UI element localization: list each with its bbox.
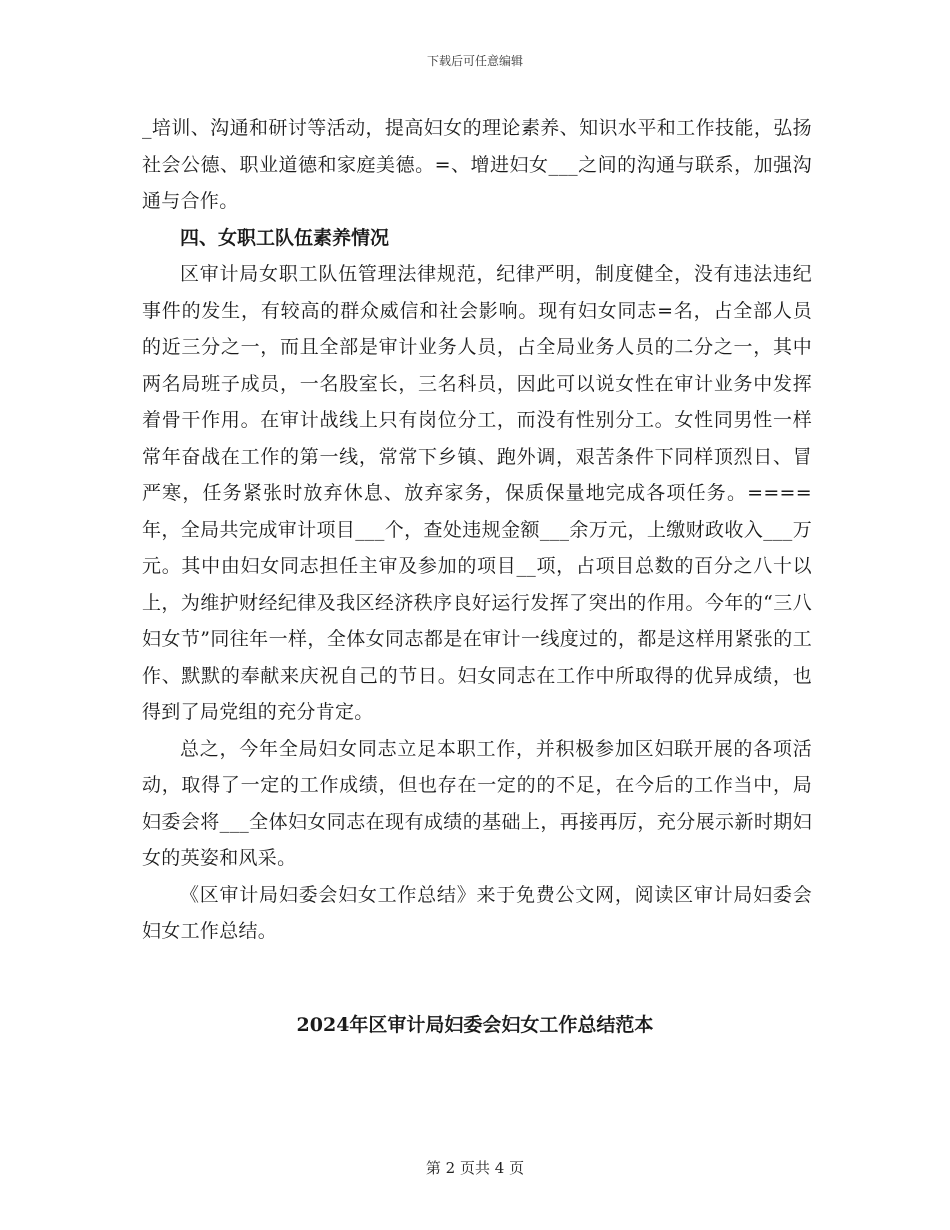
- paragraph-training: _培训、沟通和研讨等活动，提高妇女的理论素养、知识水平和工作技能，弘扬社会公德、职业道德和家庭美德。=、增进妇女___之间的沟通与联系，加强沟通与合作。: [142, 117, 812, 212]
- page-number-footer: 第 2 页共 4 页: [425, 1159, 525, 1177]
- section-heading-4: 四、女职工队伍素养情况: [180, 226, 390, 249]
- page-header: 下载后可任意编辑: [426, 54, 523, 68]
- document-body: [142, 110, 812, 950]
- paragraph-source-note: 《区审计局妇委会妇女工作总结》来于免费公文网，阅读区审计局妇委会妇女工作总结。: [142, 883, 812, 942]
- paragraph-summary: 总之，今年全局妇女同志立足本职工作，并积极参加区妇联开展的各项活动，取得了一定的工作成绩，但也存在一定的的不足，在今后的工作当中，局妇委会将___全体妇女同志在现有成绩的基础上，再接再厉，充分展示新时期妇女的英姿和风采。: [142, 737, 812, 869]
- paragraph-team-quality: 区审计局女职工队伍管理法律规范，纪律严明，制度健全，没有违法违纪事件的发生，有较高的群众威信和社会影响。现有妇女同志=名，占全部人员的近三分之一，而且全部是审计业务人员，占全局业务人员的二分之一，其中两名局班子成员，一名股室长，三名科员，因此可以说女性在审计业务中发挥着骨干作用。在审计战线上只有岗位分工，而没有性别分工。女性同男性一样常年奋战在工作的第一线，常常下乡镇、跑外调，艰苦条件下同样顶烈日、冒严寒，任务紧张时放弃休息、放弃家务，保质保量地完成各项任务。====年，全局共完成审计项目___个，查处违规金额___余万元，上缴财政收入___万元。其中由妇女同志担任主审及参加的项目__项，占项目总数的百分之八十以上，为维护财经纪律及我区经济秩序良好运行发挥了突出的作用。今年的“三八妇女节”同往年一样，全体女同志都是在审计一线度过的，都是这样用紧张的工作、默默的奉献来庆祝自己的节日。妇女同志在工作中所取得的优异成绩，也得到了局党组的充分肯定。: [142, 263, 812, 723]
- document-title: 2024年区审计局妇委会妇女工作总结范本: [296, 1014, 654, 1036]
